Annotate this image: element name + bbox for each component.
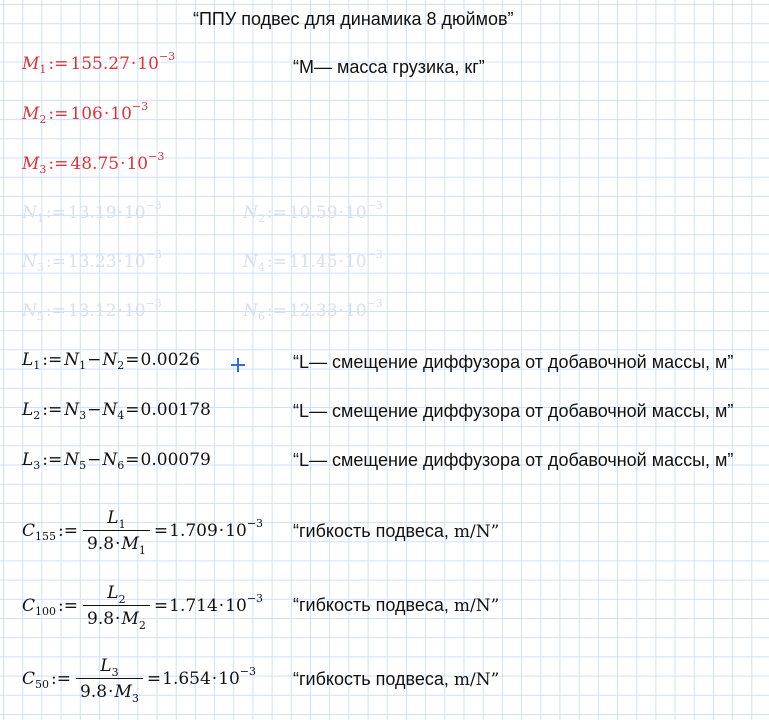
minus-operator: − — [87, 350, 102, 370]
power-base: 10 — [225, 521, 247, 541]
note-text: “гибкость подвеса, — [293, 595, 449, 615]
n6-definition[interactable] — [243, 296, 383, 323]
assign-operator: := — [45, 301, 66, 321]
note-text: “гибкость подвеса, — [293, 521, 449, 541]
power-exponent: −3 — [145, 247, 162, 261]
var-name: N — [243, 301, 258, 321]
mantissa: 13.19 — [67, 203, 117, 223]
multiply-operator: · — [103, 104, 110, 124]
assign-operator: := — [42, 400, 63, 420]
operand-a: N — [64, 450, 80, 470]
power-exponent: −3 — [148, 149, 165, 163]
mass-m3-definition[interactable] — [22, 149, 165, 176]
var-name: N — [22, 301, 37, 321]
power-base: 10 — [110, 104, 132, 124]
var-subscript: 2 — [39, 112, 47, 126]
multiply-operator: · — [115, 609, 121, 629]
multiply-operator: · — [130, 54, 137, 74]
power-base: 10 — [344, 301, 367, 321]
power-base: 10 — [344, 203, 367, 223]
assign-operator: := — [51, 669, 71, 689]
multiply-operator: · — [117, 301, 123, 321]
multiply-operator: · — [115, 534, 121, 554]
power-base: 10 — [344, 252, 367, 272]
equals-operator: = — [125, 450, 140, 470]
numerator-subscript: 1 — [118, 518, 126, 531]
n3-definition[interactable] — [22, 247, 162, 274]
assign-operator: := — [266, 252, 287, 272]
var-subscript: 100 — [35, 604, 57, 618]
mantissa: 10.59 — [288, 203, 338, 223]
operand-b-subscript: 2 — [117, 358, 125, 372]
numerator-var: L — [107, 508, 119, 528]
power-exponent: −3 — [246, 591, 264, 605]
var-subscript: 1 — [36, 211, 44, 225]
var-subscript: 2 — [257, 211, 265, 225]
c155-computation[interactable] — [22, 508, 264, 557]
power-base: 10 — [218, 669, 240, 689]
fraction — [76, 656, 143, 705]
var-subscript: 6 — [257, 309, 265, 323]
equals-operator: = — [153, 521, 169, 541]
var-subscript: 4 — [257, 260, 265, 274]
numerator-var: L — [107, 583, 119, 603]
operand-a: N — [64, 400, 80, 420]
fraction-denominator — [83, 606, 150, 632]
equals-operator: = — [146, 669, 162, 689]
l2-computation[interactable] — [22, 400, 211, 420]
fraction-numerator — [103, 583, 129, 605]
var-name: N — [22, 252, 37, 272]
power-exponent: −3 — [131, 99, 149, 113]
insertion-cursor-icon — [231, 358, 245, 372]
equals-operator: = — [125, 350, 140, 370]
var-subscript: 1 — [39, 62, 47, 76]
l2-note[interactable]: “L— смещение диффузора от добавочной массы, м” — [293, 401, 734, 421]
operand-b-subscript: 4 — [117, 408, 125, 422]
multiply-operator: · — [338, 301, 344, 321]
var-name: L — [22, 450, 34, 470]
worksheet-title[interactable]: “ППУ подвес для динамика 8 дюймов” — [193, 9, 514, 29]
var-name: N — [243, 252, 258, 272]
multiply-operator: · — [338, 203, 344, 223]
fraction-denominator — [76, 679, 143, 705]
assign-operator: := — [45, 203, 66, 223]
var-name: C — [22, 596, 36, 616]
multiply-operator: · — [117, 252, 123, 272]
power-exponent: −3 — [246, 516, 264, 530]
power-exponent: −3 — [366, 296, 383, 310]
assign-operator: := — [58, 521, 78, 541]
operand-b: N — [102, 400, 118, 420]
minus-operator: − — [87, 450, 102, 470]
denominator-var: M — [121, 534, 139, 554]
assign-operator: := — [48, 154, 69, 174]
assign-operator: := — [48, 104, 69, 124]
numerator-subscript: 3 — [111, 666, 119, 679]
fraction-denominator — [83, 531, 150, 557]
var-name: L — [22, 400, 34, 420]
fraction — [83, 508, 150, 557]
var-name: M — [22, 104, 40, 124]
numerator-var: L — [100, 656, 112, 676]
denominator-var: M — [121, 609, 139, 629]
mantissa: 155.27 — [70, 54, 130, 74]
assign-operator: := — [45, 252, 66, 272]
c100-note[interactable] — [293, 595, 499, 616]
mass-m1-definition[interactable] — [22, 49, 176, 76]
mantissa: 1.714 — [169, 596, 218, 616]
operand-b-subscript: 6 — [117, 458, 125, 472]
mass-note[interactable]: “M— масса грузика, кг” — [293, 57, 485, 77]
multiply-operator: · — [108, 682, 114, 702]
c50-computation[interactable] — [22, 656, 257, 705]
var-name: L — [22, 350, 34, 370]
note-text: “гибкость подвеса, — [293, 669, 449, 689]
power-base: 10 — [137, 54, 159, 74]
power-exponent: −3 — [145, 198, 162, 212]
var-subscript: 155 — [35, 529, 57, 543]
n2-definition[interactable] — [243, 198, 383, 225]
result-value: 0.00178 — [140, 400, 211, 420]
result-value: 0.0026 — [140, 350, 201, 370]
operand-a-subscript: 5 — [79, 458, 87, 472]
mantissa: 1.709 — [169, 521, 218, 541]
mantissa: 48.75 — [70, 154, 120, 174]
operand-b: N — [102, 350, 118, 370]
denominator-subscript: 3 — [131, 692, 139, 705]
result-value: 0.00079 — [140, 450, 211, 470]
var-subscript: 3 — [36, 260, 44, 274]
mantissa: 12.33 — [288, 301, 338, 321]
power-exponent: −3 — [366, 247, 383, 261]
assign-operator: := — [48, 54, 69, 74]
assign-operator: := — [42, 350, 63, 370]
l3-note[interactable]: “L— смещение диффузора от добавочной массы, м” — [293, 450, 734, 470]
var-subscript: 1 — [33, 358, 41, 372]
power-exponent: −3 — [145, 296, 162, 310]
operand-a-subscript: 1 — [79, 358, 87, 372]
operand-a: N — [64, 350, 80, 370]
multiply-operator: · — [338, 252, 344, 272]
fraction-numerator — [96, 656, 122, 678]
var-subscript: 2 — [33, 408, 41, 422]
var-name: C — [22, 669, 36, 689]
numerator-subscript: 2 — [118, 593, 126, 606]
multiply-operator: · — [218, 521, 225, 541]
note-unit: m/N” — [453, 670, 500, 690]
power-base: 10 — [126, 154, 149, 174]
assign-operator: := — [266, 203, 287, 223]
n4-definition[interactable] — [243, 247, 383, 274]
denominator-subscript: 2 — [138, 619, 146, 632]
multiply-operator: · — [120, 154, 126, 174]
mantissa: 13.23 — [67, 252, 117, 272]
power-base: 10 — [225, 596, 247, 616]
assign-operator: := — [42, 450, 63, 470]
n5-definition[interactable] — [22, 296, 162, 323]
power-exponent: −3 — [239, 664, 257, 678]
var-subscript: 5 — [36, 309, 44, 323]
power-exponent: −3 — [366, 198, 383, 212]
var-subscript: 3 — [39, 162, 47, 176]
mantissa: 106 — [70, 104, 103, 124]
l1-note[interactable]: “L— смещение диффузора от добавочной массы, м” — [293, 352, 734, 372]
gravity-constant: 9.8 — [80, 682, 108, 702]
multiply-operator: · — [218, 596, 225, 616]
equals-operator: = — [125, 400, 140, 420]
var-subscript: 3 — [33, 458, 41, 472]
equals-operator: = — [153, 596, 169, 616]
var-name: N — [243, 203, 258, 223]
mantissa: 11.45 — [288, 252, 338, 272]
multiply-operator: · — [211, 669, 218, 689]
gravity-constant: 9.8 — [87, 534, 115, 554]
note-unit: m/N” — [453, 522, 500, 542]
mantissa: 13.12 — [67, 301, 117, 321]
gravity-constant: 9.8 — [87, 609, 115, 629]
operand-b: N — [102, 450, 118, 470]
assign-operator: := — [266, 301, 287, 321]
minus-operator: − — [87, 400, 102, 420]
c100-computation[interactable] — [22, 583, 264, 632]
fraction-numerator — [103, 508, 129, 530]
n1-definition[interactable] — [22, 198, 162, 225]
var-name: M — [22, 154, 40, 174]
var-name: C — [22, 521, 36, 541]
denominator-subscript: 1 — [138, 544, 146, 557]
l3-computation[interactable] — [22, 450, 211, 470]
l1-computation[interactable] — [22, 350, 200, 370]
fraction — [83, 583, 150, 632]
denominator-var: M — [114, 682, 132, 702]
c50-note[interactable] — [293, 669, 499, 690]
power-exponent: −3 — [158, 49, 176, 63]
mass-m2-definition[interactable] — [22, 99, 149, 126]
assign-operator: := — [58, 596, 78, 616]
var-name: N — [22, 203, 37, 223]
power-base: 10 — [123, 203, 146, 223]
var-subscript: 50 — [35, 677, 50, 691]
var-name: M — [22, 54, 40, 74]
c155-note[interactable] — [293, 521, 499, 542]
power-base: 10 — [123, 301, 146, 321]
power-base: 10 — [123, 252, 146, 272]
note-unit: m/N” — [453, 596, 500, 616]
operand-a-subscript: 3 — [79, 408, 87, 422]
mantissa: 1.654 — [162, 669, 211, 689]
multiply-operator: · — [117, 203, 123, 223]
